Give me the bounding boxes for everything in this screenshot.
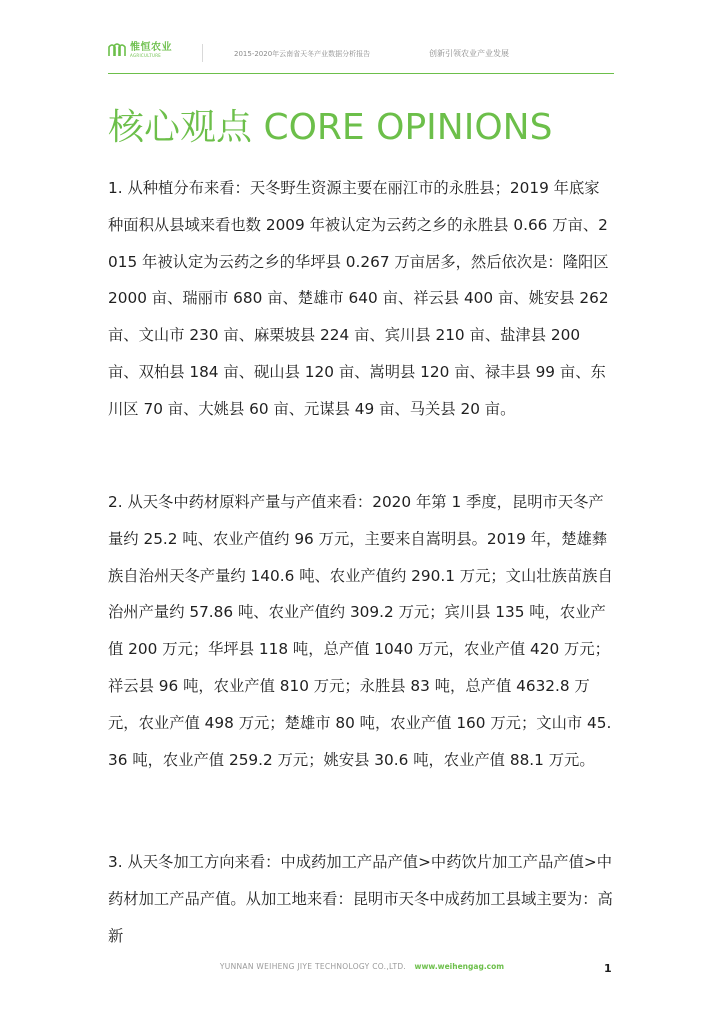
header-divider: [202, 44, 203, 62]
paragraph-planting-distribution: 1. 从种植分布来看：天冬野生资源主要在丽江市的永胜县；2019 年底家种面积从县域来看也数 2009 年被认定为云药之乡的永胜县 0.66 万亩、2015 年被认定为云药之乡的华坪县 0.267 万亩居多，然后依次是：隆阳区 2000 亩、瑞丽市 680 亩、楚雄市 640 亩、祥云县 400 亩、姚安县 262 亩、文山市 230 亩、麻栗坡县 224 亩、宾川县 210 亩、盐津县 200 亩、双柏县 184 亩、砚山县 120 亩、嵩明县 120 亩、禄丰县 99 亩、东川区 70 亩、大姚县 60 亩、元谋县 49 亩、马关县 20 亩。: [108, 179, 609, 418]
company-logo: [108, 42, 172, 58]
leaf-logo-icon: [108, 42, 126, 58]
section-title: 核心观点 CORE OPINIONS: [108, 107, 553, 148]
page-number: 1: [604, 962, 612, 975]
logo-chinese-name: 惟恒农业: [130, 41, 172, 53]
paragraph-processing: 3. 从天冬加工方向来看：中成药加工产品产值>中药饮片加工产品产值>中药材加工产品产值。从加工地来看：昆明市天冬中成药加工县域主要为：高新: [108, 853, 613, 945]
header-rule: [108, 73, 614, 74]
footer-company-name: YUNNAN WEIHENG JIYE TECHNOLOGY CO.,LTD.: [219, 962, 407, 971]
footer-website-link[interactable]: www.weihengag.com: [414, 962, 505, 971]
page-header: [108, 40, 614, 70]
report-title: 2015-2020年云南省天冬产业数据分析报告: [234, 50, 371, 58]
page-footer: [0, 962, 724, 976]
company-slogan: 创新引领农业产业发展: [429, 49, 509, 58]
paragraph-output-value: 2. 从天冬中药材原料产量与产值来看：2020 年第 1 季度，昆明市天冬产量约 25.2 吨、农业产值约 96 万元，主要来自嵩明县。2019 年，楚雄彝族自治州天冬产量约 140.6 吨、农业产值约 290.1 万元；文山壮族苗族自治州产量约 57.86 吨、农业产值约 309.2 万元；宾川县 135 吨，农业产值 200 万元；华坪县 118 吨，总产值 1040 万元，农业产值 420 万元；祥云县 96 吨，农业产值 810 万元；永胜县 83 吨，总产值 4632.8 万元，农业产值 498 万元；楚雄市 80 吨，农业产值 160 万元；文山市 45.36 吨，农业产值 259.2 万元；姚安县 30.6 吨，农业产值 88.1 万元。: [108, 493, 613, 769]
logo-english-name: AGRICULTURE: [130, 52, 162, 58]
